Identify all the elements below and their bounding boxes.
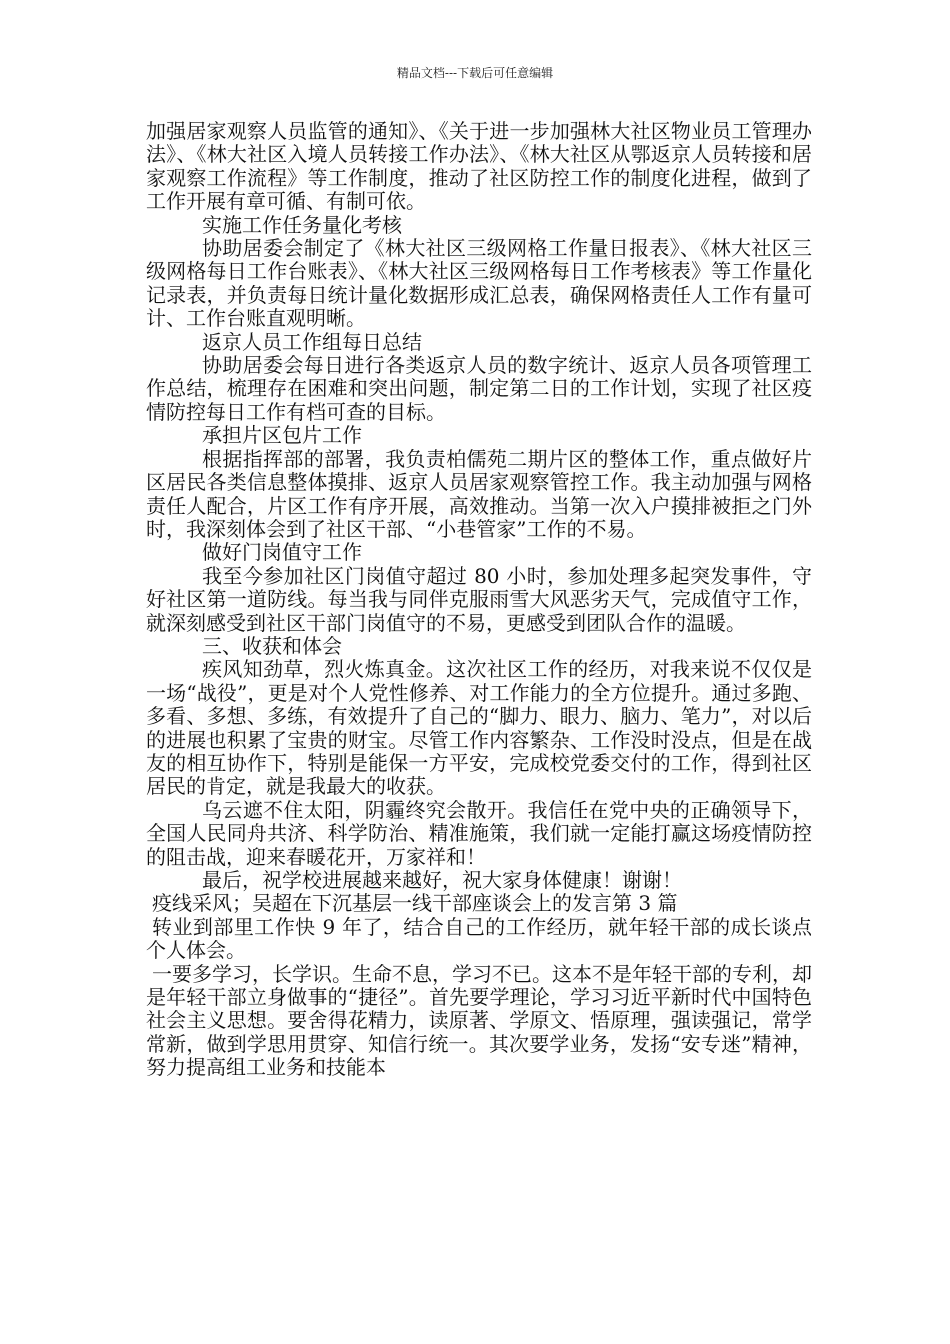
paragraph-text: 疾风知劲草，烈火炼真金。这次社区工作的经历，对我来说不仅仅是一场“战役”，更是对个人党性修养、对工作能力的全方位提升。通过多跑、多看、多想、多练，有效提升了自己的“脚力、眼力、脑力、笔力”，对以后的进展也积累了宝贵的财宝。尽管工作内容繁杂、工作没时没点，但是在战友的相互协作下，特别是能保一方平安，完成校党委交付的工作，得到社区居民的肯定，就是我最大的收获。 [146, 657, 812, 799]
paragraph-text: 协助居委会制定了《林大社区三级网格工作量日报表》、《林大社区三级网格每日工作台账表》、《林大社区三级网格每日工作考核表》等工作量化记录表，并负责每日统计量化数据形成汇总表，确保网格责任人工作有量可计、工作台账直观明晰。 [146, 236, 812, 331]
paragraph-text: 根据指挥部的部署，我负责柏儒苑二期片区的整体工作，重点做好片区居民各类信息整体摸排、返京人员居家观察管控工作。我主动加强与网格责任人配合，片区工作有序开展，高效推动。当第一次入户摸排被拒之门外时，我深刻体会到了社区干部、“小巷管家”工作的不易。 [146, 446, 812, 541]
paragraph-text: 加强居家观察人员监管的通知》、《关于进一步加强林大社区物业员工管理办法》、《林大社区入境人员转接工作办法》、《林大社区从鄂返京人员转接和居家观察工作流程》等工作制度，推动了社区防控工作的制度化进程，做到了工作开展有章可循、有制可依。 [146, 119, 812, 214]
paragraph-text: 转业到部里工作快 9 年了，结合自己的工作经历，就年轻干部的成长谈点个人体会。 [146, 914, 812, 963]
paragraph-text: 我至今参加社区门岗值守超过 80 小时，参加处理多起突发事件，守好社区第一道防线。每当我与同伴克服雨雪大风恶劣天气，完成值守工作，就深刻感受到社区干部门岗值守的不易，更感受到团队合作的温暖。 [146, 563, 812, 635]
section-heading: 返京人员工作组每日总结 [202, 329, 422, 354]
paragraph-text: 协助居委会每日进行各类返京人员的数字统计、返京人员各项管理工作总结，梳理存在困难和突出问题，制定第二日的工作计划，实现了社区疫情防控每日工作有档可查的目标。 [146, 353, 812, 424]
document-body [146, 120, 812, 1080]
article-title: 疫线采风；吴超在下沉基层一线干部座谈会上的发言第 3 篇 [152, 891, 678, 916]
section-heading: 实施工作任务量化考核 [202, 212, 402, 237]
section-heading: 承担片区包片工作 [202, 423, 362, 448]
section-heading: 做好门岗值守工作 [202, 540, 362, 565]
section-heading: 三、收获和体会 [202, 633, 342, 658]
paragraph-text: 一要多学习，长学识。生命不息，学习不已。这本不是年轻干部的专利，却是年轻干部立身做事的“捷径”。首先要学理论，学习习近平新时代中国特色社会主义思想。要舍得花精力，读原著、学原文、悟原理，强读强记，常学常新，做到学思用贯穿、知信行统一。其次要学业务，发扬“安专迷”精神，努力提高组工业务和技能本 [146, 961, 812, 1080]
paragraph-text: 最后，祝学校进展越来越好，祝大家身体健康！谢谢！ [202, 868, 682, 892]
page-header: 精品文档---下载后可任意编辑 [396, 66, 554, 80]
paragraph-text: 乌云遮不住太阳，阴霾终究会散开。我信任在党中央的正确领导下，全国人民同舟共济、科学防治、精准施策，我们就一定能打赢这场疫情防控的阻击战，迎来春暖花开，万家祥和！ [146, 797, 812, 869]
